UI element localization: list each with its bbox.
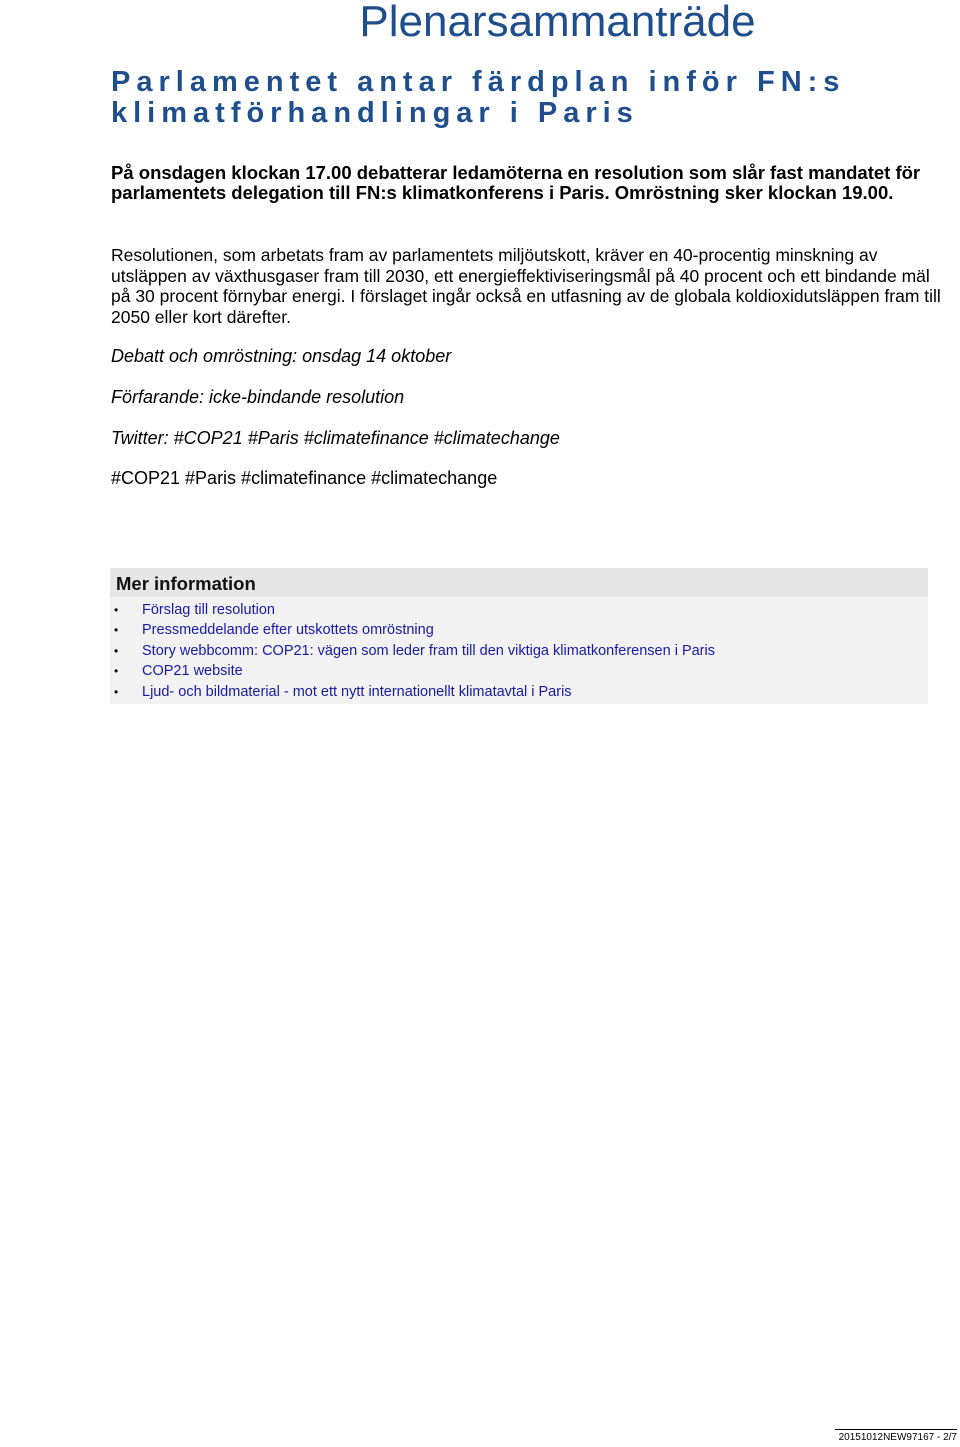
link-resolution-proposal[interactable]: Förslag till resolution <box>142 602 275 618</box>
procedure-info: Förfarande: icke-bindande resolution <box>111 387 405 407</box>
link-cop21-website[interactable]: COP21 website <box>142 663 243 680</box>
bullet-icon: • <box>114 643 119 658</box>
article-subtitle: Parlamentet antar färdplan inför FN:s klimatförhandlingar i Paris <box>111 66 846 129</box>
link-audio-video-material[interactable]: Ljud- och bildmaterial - mot ett nytt internationellt klimatavtal i Paris <box>142 683 572 700</box>
more-info-heading: Mer information <box>110 568 928 597</box>
list-item <box>110 641 928 661</box>
list-item <box>110 682 928 702</box>
list-item <box>110 620 928 640</box>
link-press-release[interactable]: Pressmeddelande efter utskottets omröstning <box>142 622 434 639</box>
more-info-box <box>110 568 928 704</box>
page-title: Plenarsammanträde <box>359 0 756 46</box>
bullet-icon: • <box>114 623 119 638</box>
bullet-icon: • <box>114 603 119 617</box>
page-reference: 20151012NEW97167 - 2/7 <box>835 1429 957 1444</box>
article-lead: På onsdagen klockan 17.00 debatterar ledamöterna en resolution som slår fast mandatet för parlamentets delegation till FN:s klimatkonferens i Paris. Omröstning sker klockan 19.00. <box>111 162 921 203</box>
twitter-info: Twitter: #COP21 #Paris #climatefinance #climatechange <box>111 428 560 448</box>
link-story-webcomm[interactable]: Story webbcomm: COP21: vägen som leder fram till den viktiga klimatkonferensen i Paris <box>142 642 715 659</box>
list-item <box>110 600 928 620</box>
more-info-list <box>110 597 928 702</box>
bullet-icon: • <box>114 684 119 699</box>
article-body: Resolutionen, som arbetats fram av parlamentets miljöutskott, kräver en 40-procentig minskning av utsläppen av växthusgaser fram till 2030, ett energieffektiviseringsmål på 40 procent och ett bindande mäl på 30 procent förnybar energi. I förslaget ingår också en utfasning av de globala koldioxidutsläppen fram till 2050 eller kort därefter. <box>111 245 941 327</box>
debate-info: Debatt och omröstning: onsdag 14 oktober <box>111 346 452 366</box>
bullet-icon: • <box>114 664 119 679</box>
list-item <box>110 661 928 681</box>
hashtags: #COP21 #Paris #climatefinance #climatechange <box>111 468 498 488</box>
